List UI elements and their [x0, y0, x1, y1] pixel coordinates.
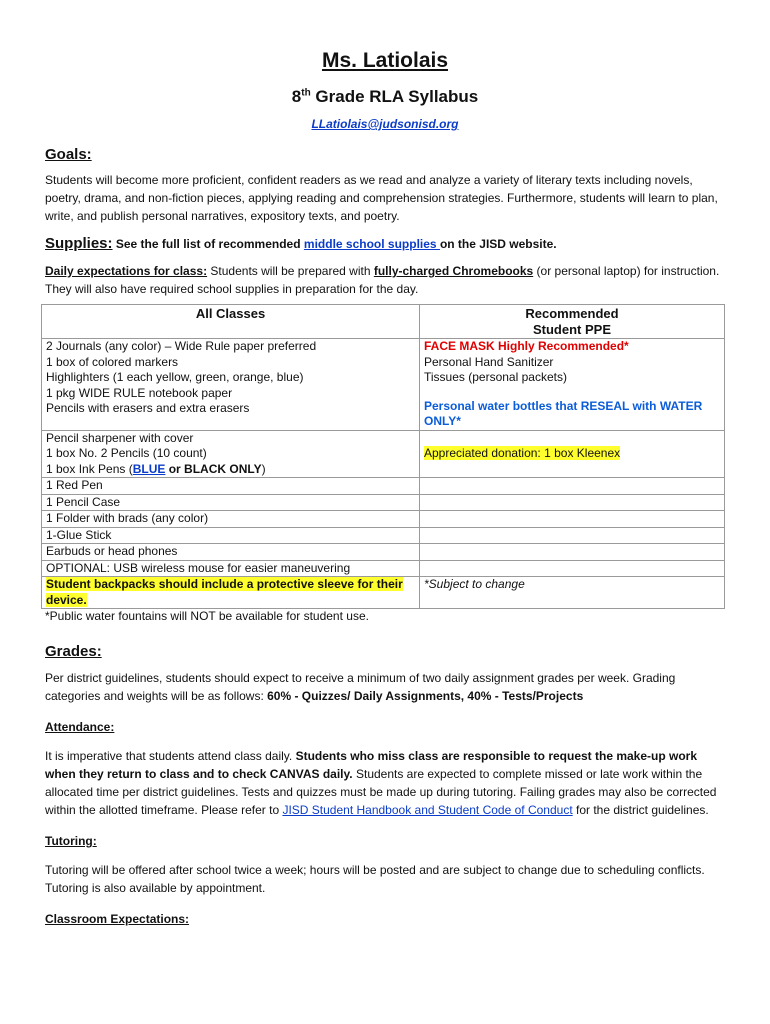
table-row	[42, 511, 725, 528]
ink-post: )	[261, 461, 266, 476]
ink-blue: BLUE	[132, 461, 166, 476]
supply-optional-mouse: OPTIONAL: USB wireless mouse for easier maneuvering	[42, 560, 420, 577]
supply-notebook: 1 pkg WIDE RULE notebook paper	[46, 385, 233, 400]
page-subtitle	[45, 86, 725, 108]
supply-red-pen: 1 Red Pen	[42, 478, 420, 495]
attendance-text-pre: It is imperative that students attend class daily.	[45, 749, 296, 763]
supply-glue: 1-Glue Stick	[42, 527, 420, 544]
tutoring-text: Tutoring will be offered after school twice a week; hours will be posted and are subject to change due to scheduling conflicts. Tutoring is also available by appointment.	[45, 863, 705, 895]
daily-pre: Students will be prepared with	[207, 264, 374, 278]
subtitle-text: Grade RLA Syllabus	[310, 87, 479, 106]
classroom-expectations-heading: Classroom Expectations:	[45, 912, 190, 926]
attendance-heading: Attendance:	[45, 720, 115, 734]
supplies-text-pre: See the full list of recommended	[115, 237, 304, 251]
col2-header-line1: Recommended	[525, 306, 619, 321]
goals-text: Students will become more proficient, confident readers as we read and analyze a variety of literary texts including novels, poetry, drama, and non-fiction pieces, applying reading and comprehension strategies. Furthermore, students will learn to plan, write, and publish personal narratives, expository texts, and poetry.	[45, 173, 718, 223]
table-row	[42, 527, 725, 544]
email-line	[45, 116, 725, 132]
table-row	[42, 544, 725, 561]
tutoring-heading: Tutoring:	[45, 834, 97, 848]
ppe-cell-group1	[420, 339, 725, 431]
table-footnote: *Public water fountains will NOT be available for student use.	[45, 609, 369, 623]
table-row	[42, 494, 725, 511]
syllabus-page	[45, 48, 725, 927]
ppe-empty	[420, 527, 725, 544]
supply-pencils-erasers: Pencils with erasers and extra erasers	[46, 401, 250, 415]
ink-pre: 1 box Ink Pens (	[46, 461, 133, 476]
daily-label: Daily expectations for class:	[45, 264, 208, 278]
supply-pencil-case: 1 Pencil Case	[42, 494, 420, 511]
supplies-link[interactable]: middle school supplies	[303, 237, 440, 251]
attendance-text	[45, 747, 725, 819]
email-link[interactable]: LLatiolais@judsonisd.org	[311, 117, 459, 131]
supplies-table	[41, 304, 725, 609]
ppe-empty	[420, 494, 725, 511]
ink-black: or BLACK ONLY	[165, 461, 262, 476]
grades-heading: Grades:	[45, 643, 102, 660]
table-header-row	[42, 305, 725, 339]
supply-ink-pens	[46, 462, 415, 478]
supply-cell-group2	[42, 430, 420, 478]
ppe-empty	[420, 511, 725, 528]
supplies-heading: Supplies:	[45, 235, 113, 252]
ppe-empty	[420, 478, 725, 495]
supplies-text-post: on the JISD website.	[439, 237, 557, 251]
col2-header	[420, 305, 725, 339]
header	[45, 48, 725, 132]
attendance-text-mid: Students are expected to complete missed or late work within the allocated time per district guidelines. Tests and quizzes must be made up during tutoring. Failing grades may also be corrected within the allotted timeframe. Please refer to	[45, 767, 717, 817]
table-row	[42, 339, 725, 431]
supply-cell-group1	[42, 339, 420, 431]
ppe-empty	[420, 544, 725, 561]
ppe-face-mask: FACE MASK Highly Recommended*	[424, 339, 629, 353]
handbook-link[interactable]: JISD Student Handbook and Student Code of Conduct	[282, 803, 573, 817]
supply-backpack-cell	[42, 577, 420, 609]
ppe-tissues: Tissues (personal packets)	[424, 370, 567, 384]
grades-weights: 60% - Quizzes/ Daily Assignments, 40% - Tests/Projects	[267, 689, 584, 703]
supply-folder: 1 Folder with brads (any color)	[42, 511, 420, 528]
ppe-sanitizer: Personal Hand Sanitizer	[424, 354, 554, 369]
supply-markers: 1 box of colored markers	[46, 354, 179, 369]
supply-journals: 2 Journals (any color) – Wide Rule paper preferred	[46, 339, 317, 353]
ppe-cell-group2	[420, 430, 725, 478]
grades-text-pre: Per district guidelines, students should expect to receive a minimum of two daily assignment grades per week. Grading categories and weights will be as follows:	[45, 671, 676, 703]
daily-expectations	[45, 262, 725, 298]
supply-sharpener: Pencil sharpener with cover	[46, 430, 194, 445]
table-row	[42, 430, 725, 478]
attendance-text-bold: Students who miss class are responsible to request the make-up work when they return to class and to check CANVAS daily.	[45, 749, 698, 781]
subtitle-sup: th	[301, 87, 311, 99]
daily-bold: fully-charged Chromebooks	[373, 264, 534, 278]
table-row	[42, 478, 725, 495]
daily-post: (or personal laptop) for instruction. They will also have required school supplies in preparation for the day.	[45, 264, 720, 296]
ppe-subject: *Subject to change	[420, 577, 725, 609]
col2-header-line2: Student PPE	[532, 322, 611, 337]
table-row	[42, 560, 725, 577]
supply-no2: 1 box No. 2 Pencils (10 count)	[46, 446, 207, 460]
ppe-water: Personal water bottles that RESEAL with WATER ONLY*	[424, 398, 703, 428]
page-title: Ms. Latiolais	[321, 49, 449, 72]
supply-highlighters: Highlighters (1 each yellow, green, orange, blue)	[46, 370, 304, 384]
grades-text	[45, 669, 725, 705]
ppe-empty	[420, 560, 725, 577]
col1-header: All Classes	[42, 305, 420, 339]
ppe-kleenex: Appreciated donation: 1 box Kleenex	[424, 446, 621, 460]
supply-backpack: Student backpacks should include a protective sleeve for their device.	[46, 577, 403, 607]
subtitle-grade: 8	[291, 87, 302, 106]
attendance-text-post: for the district guidelines.	[572, 803, 709, 817]
goals-heading: Goals:	[45, 146, 92, 163]
table-row	[42, 577, 725, 609]
supply-earbuds: Earbuds or head phones	[42, 544, 420, 561]
supplies-line	[45, 235, 725, 253]
